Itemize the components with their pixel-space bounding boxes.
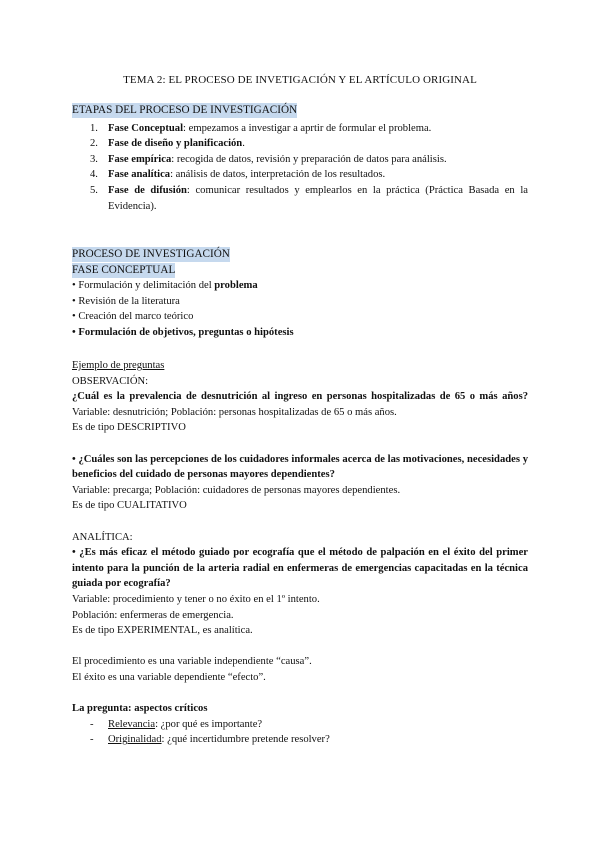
criticos-heading <box>72 701 528 717</box>
proceso-section <box>72 247 528 341</box>
etapa-item <box>72 152 528 168</box>
dash-marker: - <box>90 718 94 730</box>
question-text: ¿Cuál es la prevalencia de desnutrición al ingreso en personas hospitalizadas de 65 o más años? <box>72 391 528 403</box>
question-2 <box>72 452 528 483</box>
criticos-desc: : ¿qué incertidumbre pretende resolver? <box>161 734 330 746</box>
etapas-heading: ETAPAS DEL PROCESO DE INVESTIGACIÓN <box>72 104 298 116</box>
proceso-bullet <box>72 325 528 341</box>
criticos-term: Relevancia <box>108 718 156 730</box>
bullet-bold-text: problema <box>214 280 258 292</box>
question-text: • ¿Cuáles son las percepciones de los cuidadores informales acerca de las motivaciones, necesidades y beneficios del cuidado de personas mayores dependientes? <box>72 453 528 481</box>
etapa-desc: : recogida de datos, revisión y preparación de datos para análisis. <box>171 153 447 165</box>
question-3 <box>72 545 528 592</box>
bullet-text: • Formulación y delimitación del <box>72 280 215 292</box>
criticos-desc: : ¿por qué es importante? <box>155 718 263 730</box>
question-1 <box>72 389 528 420</box>
observacion-label: OBSERVACIÓN: <box>72 375 149 387</box>
etapa-number: 5. <box>90 184 98 196</box>
question-text: • ¿Es más eficaz el método guiado por ecografía que el método de palpación en el éxito del primer intento para la punción de la arteria radial en enfermeras de emergencias capacitadas en la técnica guiada por ecografía? <box>72 547 528 590</box>
analitica-label: ANALÍTICA: <box>72 531 133 543</box>
ejemplo-section <box>72 358 528 748</box>
criticos-heading-text: La pregunta: aspectos críticos <box>72 703 208 715</box>
note-independent: El procedimiento es una variable independiente “causa”. <box>72 656 312 668</box>
etapa-desc: : comunicar resultados y emplearlos en la práctica (Práctica Basada en la Evidencia). <box>108 184 528 212</box>
criticos-term: Originalidad <box>108 734 162 746</box>
etapa-desc: : empezamos a investigar a aprtir de formular el problema. <box>183 122 432 134</box>
criticos-item <box>72 717 528 733</box>
etapa-desc: : análisis de datos, interpretación de los resultados. <box>170 169 386 181</box>
fase-conceptual-heading: FASE CONCEPTUAL <box>72 263 176 276</box>
proceso-bullet: • Revisión de la literatura <box>72 295 180 307</box>
etapa-desc: . <box>242 138 245 150</box>
question-1-type: Es de tipo DESCRIPTIVO <box>72 422 186 434</box>
etapa-name: Fase analítica <box>108 169 171 181</box>
etapa-name: Fase empírica <box>108 153 172 165</box>
ejemplo-label: Ejemplo de preguntas <box>72 360 165 371</box>
etapa-number: 4. <box>90 169 98 181</box>
page-title: TEMA 2: EL PROCESO DE INVETIGACIÓN Y EL ARTÍCULO ORIGINAL <box>123 74 477 86</box>
question-2-variables: Variable: precarga; Población: cuidadores de personas mayores dependientes. <box>72 484 401 496</box>
proceso-heading: PROCESO DE INVESTIGACIÓN <box>72 248 230 260</box>
etapas-section <box>72 103 528 214</box>
etapa-name: Fase de diseño y planificación <box>108 138 243 150</box>
question-variables: Variable: desnutrición; Población: personas hospitalizadas de 65 o más años. <box>72 406 397 418</box>
dash-marker: - <box>90 734 94 746</box>
question-3-variables: Variable: procedimiento y tener o no éxito en el 1º intento. <box>72 593 320 605</box>
proceso-bullet: • Creación del marco teórico <box>72 311 194 323</box>
etapa-number: 1. <box>90 122 98 134</box>
etapa-item <box>72 121 528 137</box>
criticos-item <box>72 732 528 748</box>
question-3-population: Población: enfermeras de emergencia. <box>72 609 234 621</box>
etapa-number: 2. <box>90 138 98 150</box>
etapa-item <box>72 167 528 183</box>
bullet-bold-text: • Formulación de objetivos, preguntas o hipótesis <box>72 326 294 338</box>
etapas-list <box>72 121 528 215</box>
etapa-name: Fase Conceptual <box>108 122 184 134</box>
etapa-number: 3. <box>90 153 98 165</box>
etapa-item <box>72 136 528 152</box>
question-3-type: Es de tipo EXPERIMENTAL, es analítica. <box>72 625 253 637</box>
question-2-type: Es de tipo CUALITATIVO <box>72 500 187 512</box>
note-dependent: El éxito es una variable dependiente “efecto”. <box>72 671 266 683</box>
etapa-item <box>72 183 528 214</box>
proceso-bullet <box>72 278 528 294</box>
etapa-name: Fase de difusión <box>108 184 187 196</box>
